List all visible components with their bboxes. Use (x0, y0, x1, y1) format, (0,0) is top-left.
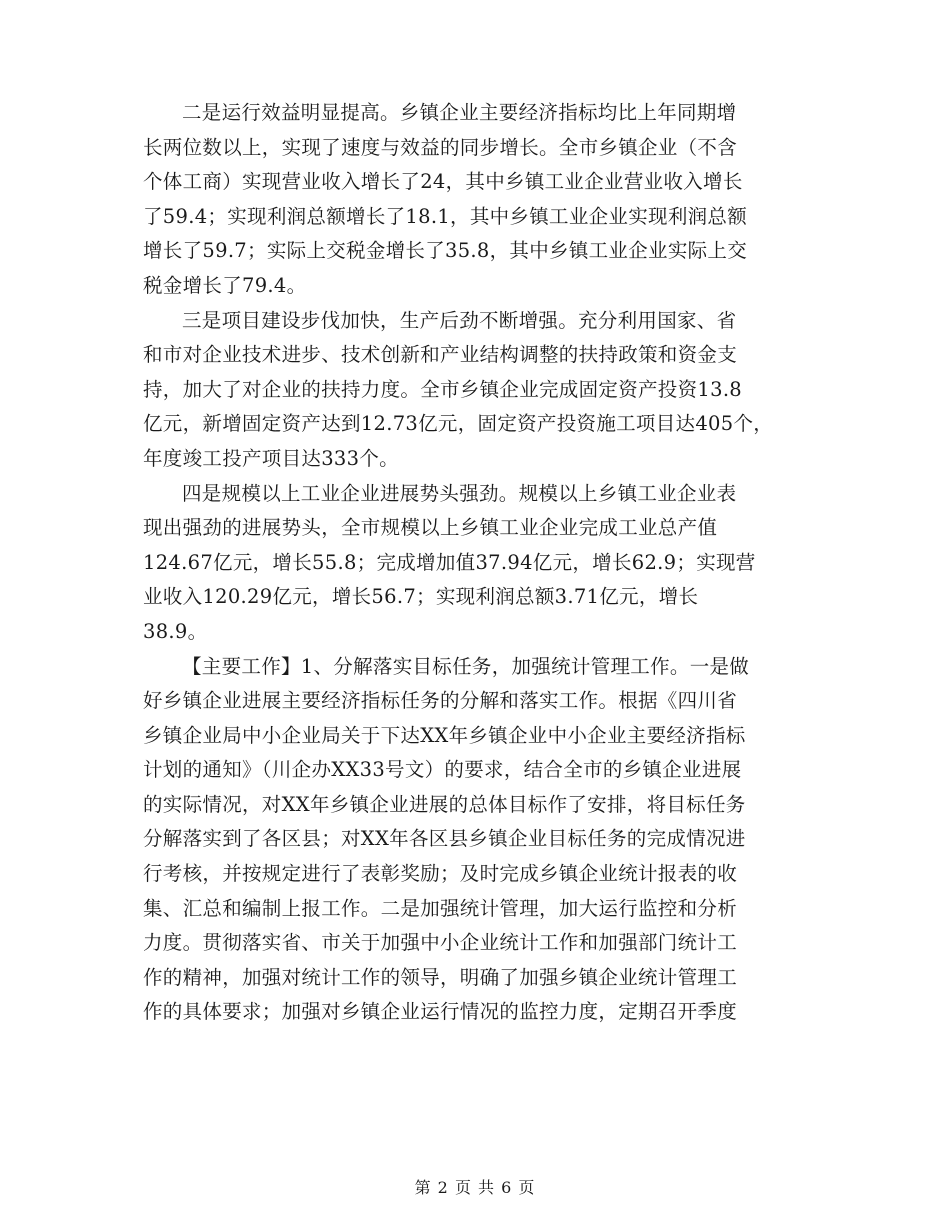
text-line: 集、汇总和编制上报工作。二是加强统计管理，加大运行监控和分析 (143, 896, 738, 920)
text-line: 个体工商）实现营业收入增长了24，其中乡镇工业企业营业收入增长 (143, 170, 743, 194)
paragraph (143, 96, 811, 304)
text-line: 四是规模以上工业企业进展势头强劲。规模以上乡镇工业企业表 (182, 481, 737, 505)
text-line: 年度竣工投产项目达333个。 (143, 446, 399, 470)
text-line: 38.9。 (143, 619, 208, 643)
text-line: 持，加大了对企业的扶持力度。全市乡镇企业完成固定资产投资13.8 (143, 377, 743, 401)
text-line: 作的具体要求；加强对乡镇企业运行情况的监控力度，定期召开季度 (143, 1000, 738, 1024)
text-line: 二是运行效益明显提高。乡镇企业主要经济指标均比上年同期增 (182, 101, 737, 124)
text-line: 行考核，并按规定进行了表彰奖励；及时完成乡镇企业统计报表的收 (143, 862, 738, 886)
text-line: 增长了59.7；实际上交税金增长了35.8，其中乡镇工业企业实际上交 (143, 239, 748, 263)
text-line: 和市对企业技术进步、技术创新和产业结构调整的扶持政策和资金支 (143, 343, 738, 367)
text-line: 了59.4；实现利润总额增长了18.1，其中乡镇工业企业实现利润总额 (143, 204, 748, 228)
text-line: 作的精神，加强对统计工作的领导，明确了加强乡镇企业统计管理工 (143, 965, 738, 989)
text-line: 税金增长了79.4。 (143, 273, 307, 297)
text-line: 三是项目建设步伐加快，生产后劲不断增强。充分利用国家、省 (182, 308, 737, 332)
text-line: 的实际情况，对XX年乡镇企业进展的总体目标作了安排，将目标任务 (143, 792, 746, 816)
text-line: 乡镇企业局中小企业局关于下达XX年乡镇企业中小企业主要经济指标 (143, 723, 746, 747)
text-line: 长两位数以上，实现了速度与效益的同步增长。全市乡镇企业（不含 (143, 135, 738, 159)
document-body (143, 96, 811, 1030)
text-line: 亿元，新增固定资产达到12.73亿元，固定资产投资施工项目达405个， (143, 412, 774, 436)
text-line: 【主要工作】1、分解落实目标任务，加强统计管理工作。一是做 (182, 654, 750, 678)
text-line: 分解落实到了各区县；对XX年各区县乡镇企业目标任务的完成情况进 (143, 827, 746, 851)
page-footer: 第 2 页 共 6 页 (414, 1178, 536, 1197)
text-line: 现出强劲的进展势头，全市规模以上乡镇工业企业完成工业总产值 (143, 516, 718, 540)
paragraph (143, 650, 811, 1031)
paragraph (143, 477, 811, 650)
paragraph (143, 304, 811, 477)
text-line: 计划的通知》（川企办XX33号文）的要求，结合全市的乡镇企业进展 (143, 758, 742, 782)
text-line: 124.67亿元，增长55.8；完成增加值37.94亿元，增长62.9；实现营 (143, 550, 756, 574)
text-line: 力度。贯彻落实省、市关于加强中小企业统计工作和加强部门统计工 (143, 931, 738, 955)
text-line: 好乡镇企业进展主要经济指标任务的分解和落实工作。根据《四川省 (143, 689, 738, 713)
text-line: 业收入120.29亿元，增长56.7；实现利润总额3.71亿元，增长 (143, 585, 699, 609)
